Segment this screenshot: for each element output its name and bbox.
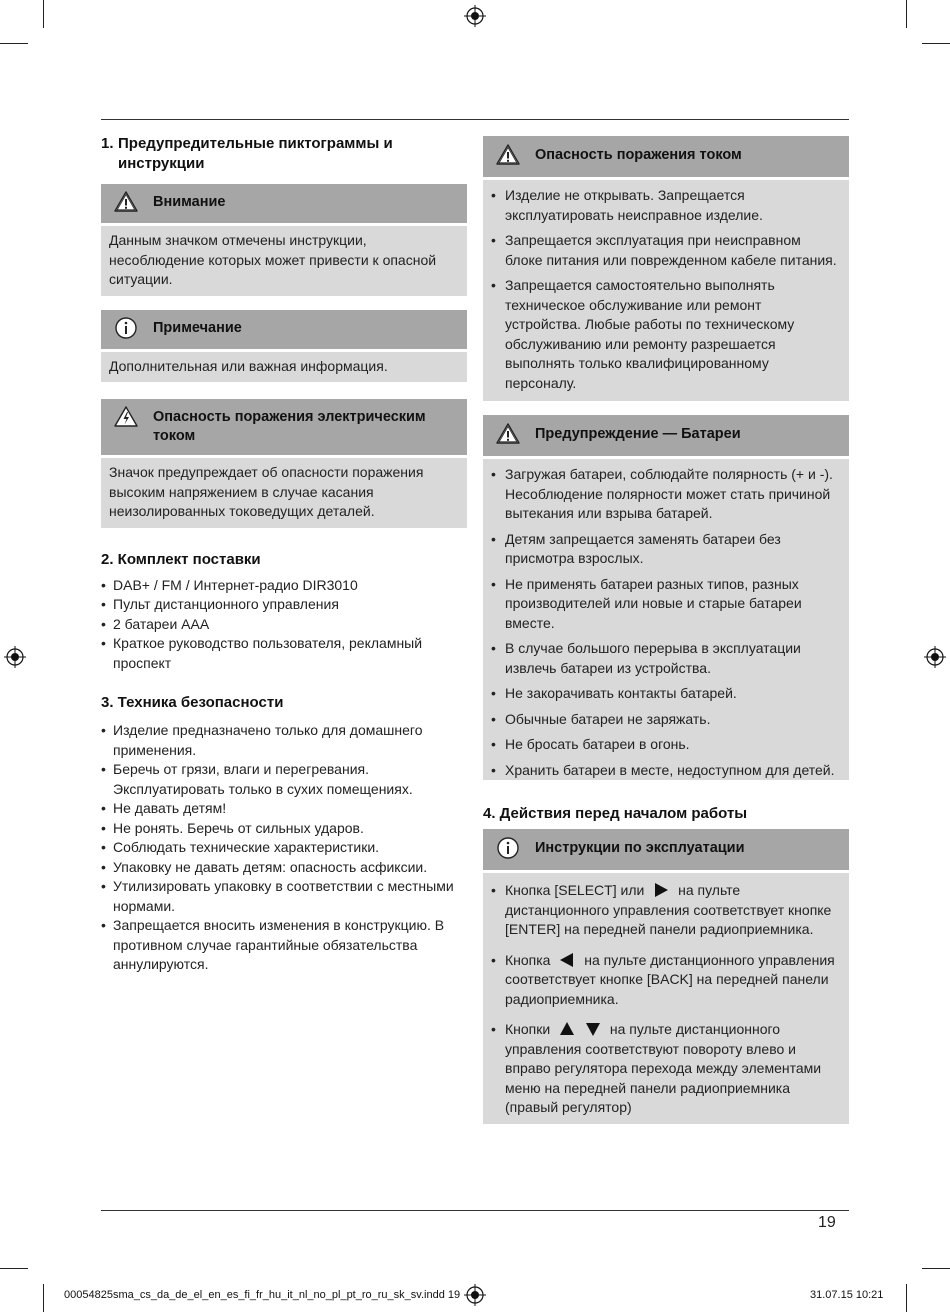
arrow-up-icon	[560, 1022, 574, 1036]
list-item: • Не ронять. Беречь от сильных ударов.	[101, 819, 467, 839]
battery-warning-box	[483, 415, 849, 780]
operating-instructions-list	[483, 881, 841, 1118]
list-item: • Соблюдать технические характеристики.	[101, 838, 467, 858]
arrow-left-icon	[560, 953, 574, 967]
registration-mark-icon	[464, 5, 486, 27]
list-item: • Загружая батареи, соблюдайте полярность (+ и -). Несоблюдение полярности может стать причиной вытекания или взрыва батарей.	[483, 465, 841, 524]
list-item: • Обычные батареи не заряжать.	[483, 710, 841, 730]
crop-mark	[906, 1284, 907, 1312]
list-item: • Упаковку не давать детям: опасность асфиксии.	[101, 858, 467, 878]
electric-shock-icon	[113, 405, 139, 429]
note-title: Примечание	[153, 319, 242, 336]
list-item: • Утилизировать упаковку в соответствии с местными нормами.	[101, 877, 467, 916]
shock-danger-box	[483, 136, 849, 401]
list-item: • Кнопка на пульте дистанционного управления соответствует кнопке [BACK] на передней панели радиоприемника.	[483, 951, 841, 1010]
arrow-down-icon	[586, 1022, 600, 1036]
warning-box	[101, 184, 467, 296]
left-column	[101, 134, 467, 975]
section-3-heading: 3. Техника безопасности	[101, 694, 284, 711]
info-circle-icon	[113, 316, 139, 340]
list-item: • Беречь от грязи, влаги и перегревания. Эксплуатировать только в сухих помещениях.	[101, 760, 467, 799]
shock-info-box	[101, 399, 467, 528]
list-item: • Не закорачивать контакты батарей.	[483, 684, 841, 704]
list-item: • Кнопки на пульте дистанционного управления соответствуют повороту влево и вправо регулятора перехода между элементами меню на передней панели радиоприемника (правый регулятор)	[483, 1020, 841, 1118]
list-item: • Запрещается самостоятельно выполнять техническое обслуживание или ремонт устройства. Любые работы по техническому обслуживанию или ремонту разрешается выполнять только квалифицированному персоналу.	[483, 276, 841, 393]
crop-mark	[0, 43, 28, 44]
operating-instructions-title: Инструкции по эксплуатации	[535, 840, 745, 856]
list-item: • Не применять батареи разных типов, разных производителей или новые и старые батареи вместе.	[483, 575, 841, 634]
arrow-right-icon	[654, 883, 668, 897]
shock-info-title: Опасность поражения электрическим током	[153, 409, 426, 444]
list-item: • Краткое руководство пользователя, рекламный проспект	[101, 634, 467, 673]
list-item: • Не давать детям!	[101, 799, 467, 819]
battery-warning-list	[483, 465, 841, 780]
list-item: • Пульт дистанционного управления	[101, 595, 467, 615]
right-column	[483, 136, 849, 1124]
footer-rule	[101, 1210, 849, 1211]
registration-mark-icon	[4, 646, 26, 668]
list-item: • Хранить батареи в месте, недоступном для детей.	[483, 761, 841, 781]
info-circle-icon	[495, 836, 521, 860]
warning-title: Внимание	[153, 194, 226, 210]
footer-filename: 00054825sma_cs_da_de_el_en_es_fi_fr_hu_it_nl_no_pl_pt_ro_ru_sk_sv.indd 19	[64, 1289, 461, 1301]
registration-mark-icon	[924, 646, 946, 668]
section-4-heading: 4. Действия перед началом работы	[483, 805, 748, 822]
shock-danger-list	[483, 186, 841, 393]
safety-list	[101, 721, 467, 975]
list-item: • Детям запрещается заменять батареи без присмотра взрослых.	[483, 530, 841, 569]
list-item: • Запрещается эксплуатация при неисправном блоке питания или поврежденном кабеле питания.	[483, 231, 841, 270]
warning-triangle-icon	[113, 190, 139, 214]
warning-triangle-icon	[495, 143, 521, 167]
list-item: • 2 батареи AAA	[101, 615, 467, 635]
crop-mark	[922, 43, 950, 44]
operating-instructions-box	[483, 829, 849, 1124]
battery-warning-title: Предупреждение — Батареи	[535, 426, 741, 442]
list-item: • DAB+ / FM / Интернет-радио DIR3010	[101, 576, 467, 596]
crop-mark	[922, 1268, 950, 1269]
page-number: 19	[818, 1214, 836, 1231]
section-2-heading: 2. Комплект поставки	[101, 550, 261, 568]
footer-date: 31.07.15 10:21	[810, 1289, 884, 1301]
list-item: • Изделие не открывать. Запрещается эксплуатировать неисправное изделие.	[483, 186, 841, 225]
shock-info-text: Значок предупреждает об опасности поражения высоким напряжением в случае касания неизолированных токоведущих деталей.	[101, 458, 467, 528]
warning-triangle-icon	[495, 422, 521, 446]
note-text: Дополнительная или важная информация.	[101, 352, 467, 383]
header-rule	[101, 119, 849, 120]
crop-mark	[43, 0, 44, 28]
list-item: • Не бросать батареи в огонь.	[483, 735, 841, 755]
crop-mark	[43, 1284, 44, 1312]
delivery-contents-list	[101, 576, 467, 674]
list-item: • Изделие предназначено только для домашнего применения.	[101, 721, 467, 760]
crop-mark	[906, 0, 907, 28]
list-item: • В случае большого перерыва в эксплуатации извлечь батареи из устройства.	[483, 639, 841, 678]
shock-danger-title: Опасность поражения током	[535, 147, 742, 163]
section-1-heading: 1. Предупредительные пиктограммы и инструкции	[101, 135, 393, 172]
registration-mark-icon	[464, 1284, 486, 1306]
list-item: • Кнопка [SELECT] или на пульте дистанционного управления соответствует кнопке [ENTER] на передней панели радиоприемника.	[483, 881, 841, 940]
list-item: • Запрещается вносить изменения в конструкцию. В противном случае гарантийные обязательства аннулируются.	[101, 916, 467, 975]
warning-text: Данным значком отмечены инструкции, несоблюдение которых может привести к опасной ситуации.	[101, 226, 467, 296]
note-box	[101, 310, 467, 383]
crop-mark	[0, 1268, 28, 1269]
